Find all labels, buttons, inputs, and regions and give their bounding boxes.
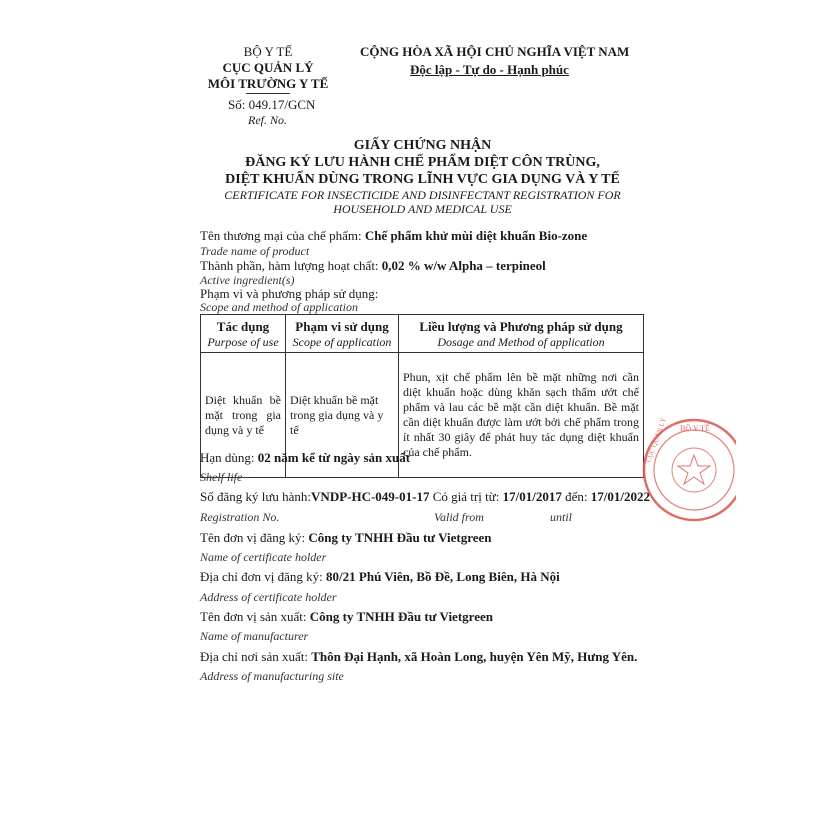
header-scope-vi: Phạm vi sử dụng bbox=[295, 319, 389, 334]
shelf-life-row bbox=[200, 450, 410, 466]
holder-address-value: 80/21 Phú Viên, Bồ Đề, Long Biên, Hà Nội bbox=[326, 569, 560, 584]
valid-from-label: Có giá trị từ: bbox=[432, 489, 500, 504]
official-seal bbox=[636, 415, 736, 525]
trade-name-row bbox=[200, 228, 587, 244]
header-purpose bbox=[201, 315, 286, 353]
manufacturer-en: Name of manufacturer bbox=[200, 629, 309, 643]
shelf-life-label: Hạn dùng: bbox=[200, 450, 255, 465]
reference-number: Số: 049.17/GCN bbox=[228, 97, 316, 112]
trade-name-en: Trade name of product bbox=[200, 244, 310, 258]
ministry-name: BỘ Y TẾ bbox=[243, 44, 293, 59]
trade-name-label: Tên thương mại của chế phẩm: bbox=[200, 228, 362, 243]
scope-label: Phạm vi và phương pháp sử dụng: bbox=[200, 286, 379, 301]
certificate-title-en-2: HOUSEHOLD AND MEDICAL USE bbox=[333, 202, 512, 216]
scope-en: Scope and method of application bbox=[200, 300, 358, 314]
manufacturer-value: Công ty TNHH Đầu tư Vietgreen bbox=[309, 609, 493, 624]
republic-name: CỘNG HÒA XÃ HỘI CHỦ NGHĨA VIỆT NAM bbox=[360, 44, 630, 59]
holder-label: Tên đơn vị đăng ký: bbox=[200, 530, 306, 545]
ingredient-row bbox=[200, 258, 546, 274]
department-line1: CỤC QUẢN LÝ bbox=[222, 60, 314, 75]
registration-label: Số đăng ký lưu hành: bbox=[200, 489, 312, 504]
site-en: Address of manufacturing site bbox=[200, 669, 344, 683]
reference-number-en: Ref. No. bbox=[248, 113, 287, 127]
header-dosage bbox=[399, 315, 644, 353]
holder-address-label: Địa chỉ đơn vị đăng ký: bbox=[200, 569, 323, 584]
valid-until-label: đến: bbox=[565, 489, 588, 504]
ingredient-en: Active ingredient(s) bbox=[200, 273, 295, 287]
manufacturer-label: Tên đơn vị sản xuất: bbox=[200, 609, 307, 624]
table-header-row bbox=[201, 315, 644, 353]
manufacturer-row bbox=[200, 609, 493, 625]
holder-row bbox=[200, 530, 492, 546]
ingredient-value: 0,02 % w/w Alpha – terpineol bbox=[381, 258, 546, 273]
ingredient-label: Thành phần, hàm lượng hoạt chất: bbox=[200, 258, 379, 273]
header-purpose-en: Purpose of use bbox=[207, 335, 279, 349]
seal-graphic bbox=[636, 415, 736, 525]
holder-en: Name of certificate holder bbox=[200, 550, 327, 564]
header-dosage-en: Dosage and Method of application bbox=[437, 335, 605, 349]
certificate-subtitle-2: DIỆT KHUẨN DÙNG TRONG LĨNH VỰC GIA DỤNG VÀ Y TẾ bbox=[225, 172, 620, 187]
header-scope bbox=[286, 315, 399, 353]
department-underline bbox=[246, 93, 290, 94]
registration-value: VNDP-HC-049-01-17 bbox=[311, 489, 430, 504]
national-motto: Độc lập - Tự do - Hạnh phúc bbox=[410, 62, 569, 77]
until-en: until bbox=[550, 510, 573, 524]
valid-until-value: 17/01/2022 bbox=[590, 489, 650, 504]
site-value: Thôn Đại Hạnh, xã Hoàn Long, huyện Yên Mỹ, Hưng Yên. bbox=[311, 649, 638, 664]
holder-value: Công ty TNHH Đầu tư Vietgreen bbox=[308, 530, 492, 545]
valid-from-en: Valid from bbox=[434, 510, 484, 524]
site-row bbox=[200, 649, 637, 665]
cell-dosage: Phun, xịt chế phẩm lên bề mặt những nơi cần diệt khuẩn hoặc dùng khăn sạch thấm ướt chế phẩm và lau các bề mặt cần diệt khuẩn. Bề mặt cần diệt khuẩn được làm ướt bởi chế phẩm trong ít nhất 30 giây để phát huy tác dụng diệt khuẩn của chế phẩm. bbox=[399, 353, 644, 478]
header-dosage-vi: Liều lượng và Phương pháp sử dụng bbox=[419, 319, 623, 334]
header-purpose-vi: Tác dụng bbox=[216, 319, 270, 334]
trade-name-value: Chế phẩm khử mùi diệt khuẩn Bio-zone bbox=[364, 228, 588, 243]
registration-row bbox=[200, 489, 650, 505]
certificate-subtitle-1: ĐĂNG KÝ LƯU HÀNH CHẾ PHẨM DIỆT CÔN TRÙNG, bbox=[245, 155, 600, 170]
shelf-life-en: Shelf life bbox=[200, 470, 243, 484]
svg-text:CỤC QUẢN LÝ: CỤC QUẢN LÝ bbox=[644, 416, 669, 464]
holder-address-en: Address of certificate holder bbox=[200, 590, 337, 604]
registration-en: Registration No. bbox=[200, 510, 280, 524]
certificate-title-en-1: CERTIFICATE FOR INSECTICIDE AND DISINFECTANT REGISTRATION FOR bbox=[224, 188, 621, 202]
holder-address-row bbox=[200, 569, 560, 585]
header-scope-en: Scope of application bbox=[292, 335, 392, 349]
svg-text:BỘ Y TẾ: BỘ Y TẾ bbox=[680, 424, 710, 433]
valid-from-value: 17/01/2017 bbox=[502, 489, 562, 504]
site-label: Địa chỉ nơi sản xuất: bbox=[200, 649, 308, 664]
department-line2: MÔI TRƯỜNG Y TẾ bbox=[207, 76, 329, 91]
shelf-life-value: 02 năm kể từ ngày sản xuất bbox=[257, 450, 411, 465]
cell-purpose: Diệt khuẩn bề mặt trong gia dụng và y tế bbox=[201, 353, 286, 478]
cell-scope: Diệt khuẩn bề mặt trong gia dụng và y tế bbox=[286, 353, 399, 478]
certificate-title: GIẤY CHỨNG NHẬN bbox=[353, 138, 492, 153]
